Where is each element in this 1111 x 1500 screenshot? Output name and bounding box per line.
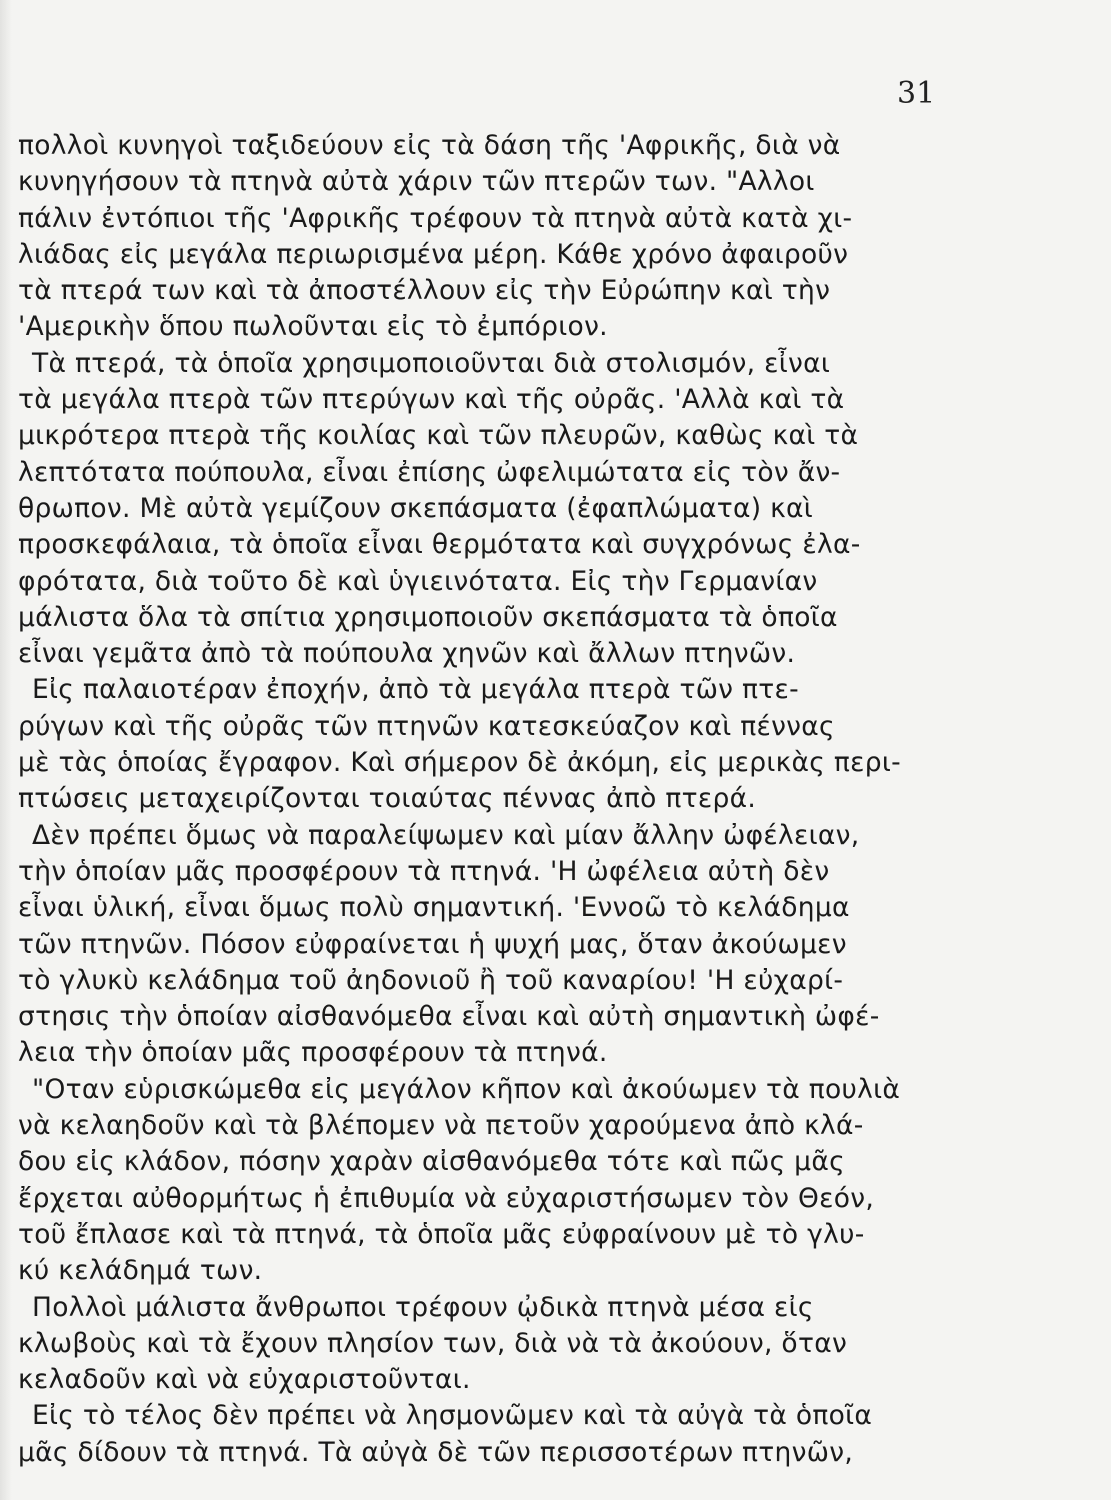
- text-line: τὰ μεγάλα πτερὰ τῶν πτερύγων καὶ τῆς οὐρᾶς. 'Αλλὰ καὶ τὰ: [18, 384, 845, 416]
- text-line: Εἰς τὸ τέλος δὲν πρέπει νὰ λησμονῶμεν καὶ τὰ αὐγὰ τὰ ὁποῖα: [32, 1400, 873, 1432]
- text-line: λεπτότατα πούπουλα, εἶναι ἐπίσης ὠφελιμώτατα εἰς τὸν ἄν-: [18, 456, 841, 488]
- paragraph: [18, 128, 958, 346]
- text-line: Τὰ πτερά, τὰ ὁποῖα χρησιμοποιοῦνται διὰ στολισμόν, εἶναι: [32, 347, 831, 379]
- text-line: 'Αμερικὴν ὅπου πωλοῦνται εἰς τὸ ἐμπόριον.: [18, 311, 608, 343]
- text-line: θρωπον. Μὲ αὐτὰ γεμίζουν σκεπάσματα (ἐφαπλώματα) καὶ: [18, 492, 814, 524]
- page-number: 31: [897, 76, 936, 111]
- text-line: δου εἰς κλάδον, πόσην χαρὰν αἰσθανόμεθα τότε καὶ πῶς μᾶς: [18, 1146, 845, 1178]
- text-line: κυνηγήσουν τὰ πτηνὰ αὐτὰ χάριν τῶν πτερῶν των. "Αλλοι: [18, 166, 815, 198]
- text-line: τὸ γλυκὺ κελάδημα τοῦ ἀηδονιοῦ ἢ τοῦ καναρίου! 'Η εὐχαρί-: [18, 964, 844, 996]
- text-line: ρύγων καὶ τῆς οὐρᾶς τῶν πτηνῶν κατεσκεύαζον καὶ πέννας: [18, 710, 835, 742]
- text-line: προσκεφάλαια, τὰ ὁποῖα εἶναι θερμότατα καὶ συγχρόνως ἐλα-: [18, 529, 861, 561]
- text-line: "Οταν εὑρισκώμεθα εἰς μεγάλον κῆπον καὶ ἀκούωμεν τὰ πουλιὰ: [32, 1073, 901, 1105]
- text-line: τῶν πτηνῶν. Πόσον εὐφραίνεται ἡ ψυχή μας, ὅταν ἀκούωμεν: [18, 928, 847, 960]
- text-line: πολλοὶ κυνηγοὶ ταξιδεύουν εἰς τὰ δάση τῆς 'Αφρικῆς, διὰ νὰ: [18, 130, 841, 161]
- text-line: ἔρχεται αὐθορμήτως ἡ ἐπιθυμία νὰ εὐχαριστήσωμεν τὸν Θεόν,: [18, 1182, 875, 1214]
- text-line: Εἰς παλαιοτέραν ἐποχήν, ἀπὸ τὰ μεγάλα πτερὰ τῶν πτε-: [32, 674, 800, 706]
- text-line: στησις τὴν ὁποίαν αἰσθανόμεθα εἶναι καὶ αὐτὴ σημαντικὴ ὠφέ-: [18, 1001, 880, 1033]
- text-line: Δὲν πρέπει ὅμως νὰ παραλείψωμεν καὶ μίαν ἄλλην ὠφέλειαν,: [32, 819, 860, 851]
- paragraph: [18, 346, 958, 673]
- text-line: τὰ πτερά των καὶ τὰ ἀποστέλλουν εἰς τὴν Εὐρώπην καὶ τὴν: [18, 275, 831, 307]
- text-line: μάλιστα ὅλα τὰ σπίτια χρησιμοποιοῦν σκεπάσματα τὰ ὁποῖα: [18, 601, 838, 633]
- text-line: πτώσεις μεταχειρίζονται τοιαύτας πέννας ἀπὸ πτερά.: [18, 783, 757, 815]
- paragraph: [18, 672, 958, 817]
- text-line: φρότατα, διὰ τοῦτο δὲ καὶ ὑγιεινότατα. Εἰς τὴν Γερμανίαν: [18, 565, 818, 597]
- text-line: μὲ τὰς ὁποίας ἔγραφον. Καὶ σήμερον δὲ ἀκόμη, εἰς μερικὰς περι-: [18, 747, 902, 779]
- paragraph: [18, 1290, 958, 1399]
- text-line: κύ κελάδημά των.: [18, 1255, 263, 1287]
- text-line: πάλιν ἐντόπιοι τῆς 'Αφρικῆς τρέφουν τὰ πτηνὰ αὐτὰ κατὰ χι-: [18, 202, 853, 234]
- text-line: μικρότερα πτερὰ τῆς κοιλίας καὶ τῶν πλευρῶν, καθὼς καὶ τὰ: [18, 420, 859, 452]
- text-line: Πολλοὶ μάλιστα ἄνθρωποι τρέφουν ᾠδικὰ πτηνὰ μέσα εἰς: [32, 1291, 814, 1323]
- text-line: εἶναι ὑλική, εἶναι ὅμως πολὺ σημαντική. 'Εννοῶ τὸ κελάδημα: [18, 892, 850, 924]
- text-line: λεια τὴν ὁποίαν μᾶς προσφέρουν τὰ πτηνά.: [18, 1037, 608, 1069]
- paragraph: [18, 818, 958, 1072]
- scan-edge-shadow: [0, 0, 12, 1500]
- text-line: εἶναι γεμᾶτα ἀπὸ τὰ πούπουλα χηνῶν καὶ ἄλλων πτηνῶν.: [18, 638, 796, 670]
- paragraph: [18, 1072, 958, 1290]
- paragraph: [18, 1398, 958, 1471]
- text-line: τὴν ὁποίαν μᾶς προσφέρουν τὰ πτηνά. 'Η ὠφέλεια αὐτὴ δὲν: [18, 855, 830, 887]
- text-line: κλωβοὺς καὶ τὰ ἔχουν πλησίον των, διὰ νὰ τὰ ἀκούουν, ὅταν: [18, 1327, 848, 1359]
- text-line: τοῦ ἔπλασε καὶ τὰ πτηνά, τὰ ὁποῖα μᾶς εὐφραίνουν μὲ τὸ γλυ-: [18, 1218, 865, 1250]
- text-line: νὰ κελαηδοῦν καὶ τὰ βλέπομεν νὰ πετοῦν χαρούμενα ἀπὸ κλά-: [18, 1110, 864, 1142]
- text-line: κελαδοῦν καὶ νὰ εὐχαριστοῦνται.: [18, 1364, 471, 1396]
- text-line: μᾶς δίδουν τὰ πτηνά. Τὰ αὐγὰ δὲ τῶν περισσοτέρων πτηνῶν,: [18, 1436, 854, 1468]
- body-text: [18, 128, 958, 1471]
- text-line: λιάδας εἰς μεγάλα περιωρισμένα μέρη. Κάθε χρόνο ἀφαιροῦν: [18, 238, 849, 270]
